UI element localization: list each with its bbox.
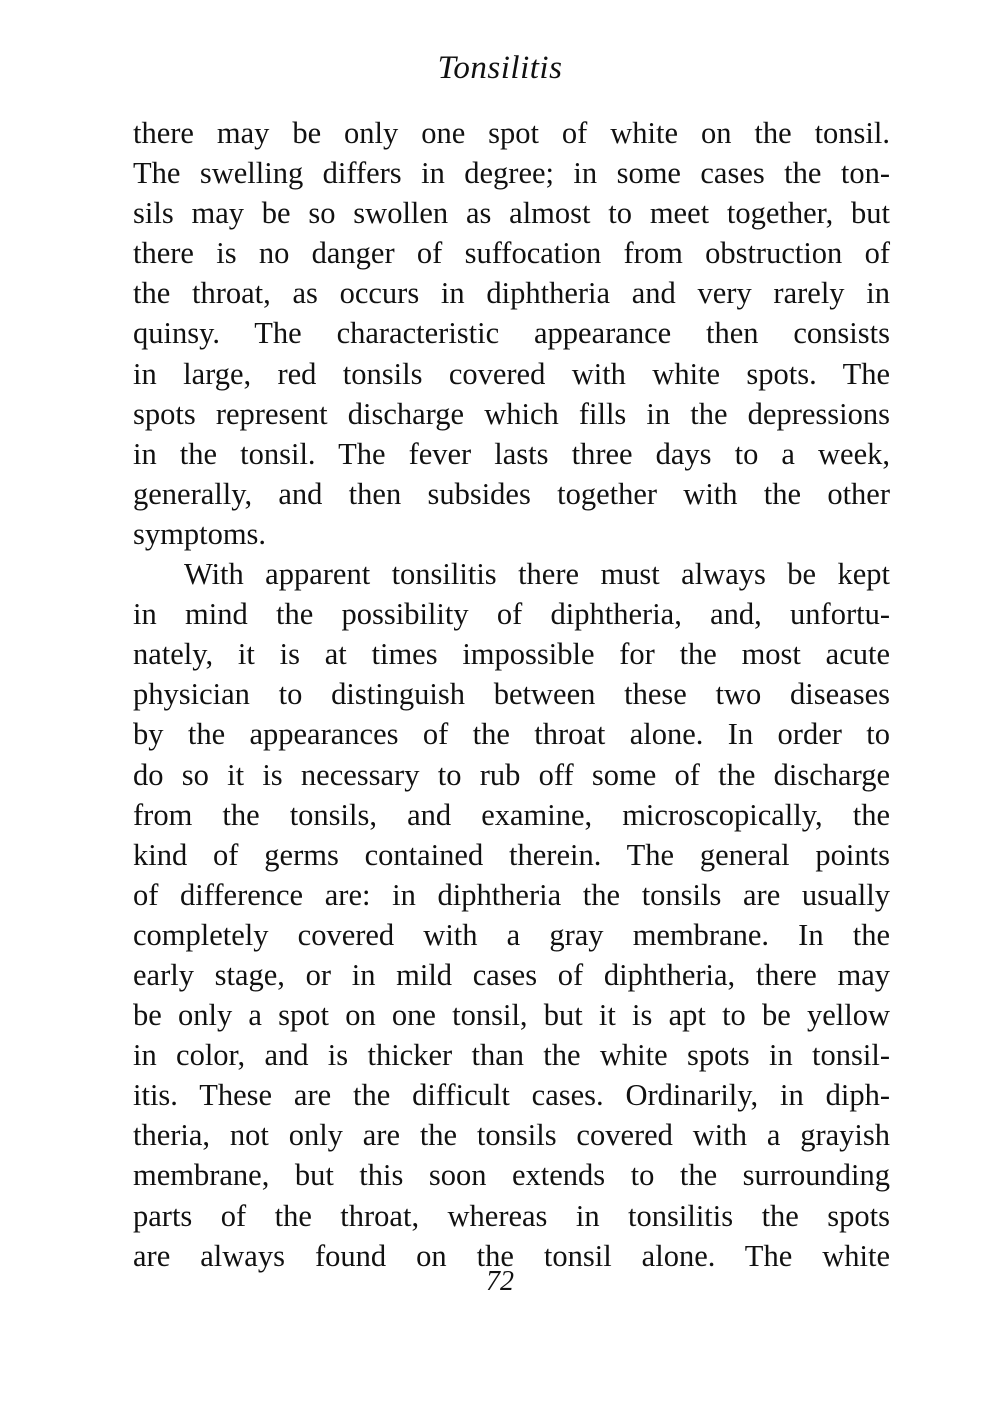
text-line: the throat, as occurs in diphtheria and very rarely in — [133, 276, 890, 311]
text-line: be only a spot on one tonsil, but it is apt to be yellow — [133, 998, 890, 1033]
text-line: symptoms. — [133, 516, 267, 551]
text-line: completely covered with a gray membrane. In the — [133, 917, 890, 952]
page-number: 72 — [486, 1266, 514, 1297]
text-line: generally, and then subsides together with the other — [133, 476, 890, 511]
text-line: there may be only one spot of white on the tonsil. — [133, 116, 890, 150]
text-line: spots represent discharge which fills in the depressions — [133, 396, 890, 431]
text-line: there is no danger of suffocation from obstruction of — [133, 236, 890, 271]
text-line: of difference are: in diphtheria the tonsils are usually — [133, 877, 890, 912]
text-line: With apparent tonsilitis there must always be kept — [184, 557, 890, 592]
text-line: from the tonsils, and examine, microscopically, the — [133, 797, 890, 832]
text-line: early stage, or in mild cases of diphtheria, there may — [133, 957, 890, 992]
text-line: in the tonsil. The fever lasts three days to a week, — [133, 436, 890, 471]
text-line: sils may be so swollen as almost to meet together, but — [133, 196, 890, 231]
text-line: in mind the possibility of diphtheria, and, unfortu- — [133, 597, 890, 632]
text-line: nately, it is at times impossible for the most acute — [133, 637, 890, 672]
body-text — [133, 113, 890, 1276]
text-line: itis. These are the difficult cases. Ordinarily, in diph- — [133, 1078, 890, 1113]
text-line: The swelling differs in degree; in some cases the ton- — [133, 156, 890, 191]
text-line: in color, and is thicker than the white spots in tonsil- — [133, 1038, 890, 1073]
text-line: parts of the throat, whereas in tonsilitis the spots — [133, 1198, 890, 1233]
text-line: quinsy. The characteristic appearance then consists — [133, 316, 890, 351]
text-line: by the appearances of the throat alone. In order to — [133, 717, 890, 752]
text-line: do so it is necessary to rub off some of the discharge — [133, 757, 890, 792]
paragraph — [133, 554, 890, 1276]
text-line: kind of germs contained therein. The general points — [133, 837, 890, 872]
text-line: theria, not only are the tonsils covered with a grayish — [133, 1118, 890, 1153]
running-head: Tonsilitis — [437, 50, 563, 86]
paragraph — [133, 113, 890, 554]
text-line: physician to distinguish between these two diseases — [133, 677, 890, 712]
text-line: in large, red tonsils covered with white spots. The — [133, 356, 890, 391]
text-line: membrane, but this soon extends to the surrounding — [133, 1158, 890, 1193]
text-line: are always found on the tonsil alone. The white — [133, 1238, 890, 1273]
